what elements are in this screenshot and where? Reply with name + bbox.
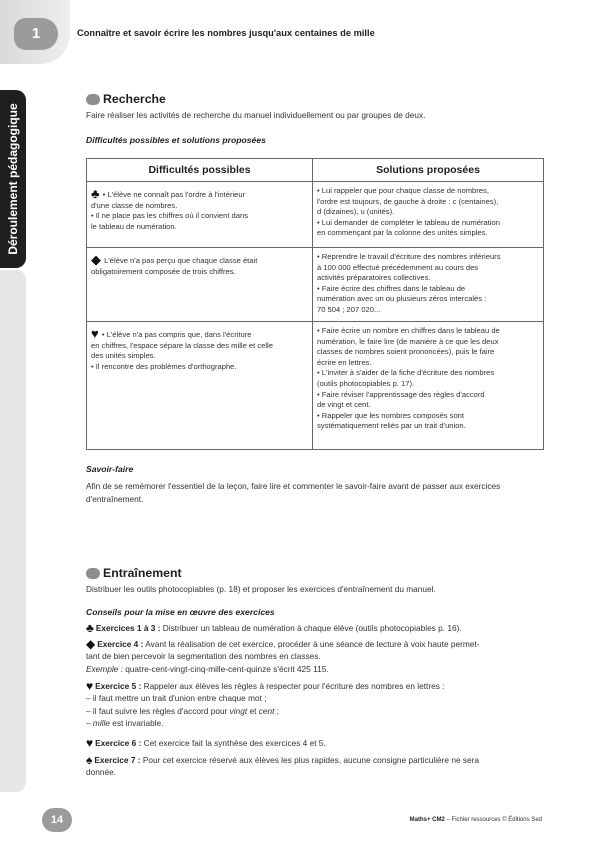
club-icon: ♣	[86, 621, 94, 635]
exercise-6	[86, 737, 546, 749]
solution-cell	[313, 182, 544, 248]
difficulty-line: d'une classe de nombres.	[91, 200, 178, 210]
exercise-text: donnée.	[86, 767, 116, 778]
solution-line: • Faire écrire des chiffres dans le tableau de	[317, 283, 466, 293]
section-recherche	[86, 92, 166, 106]
solution-line: • Lui rappeler que pour chaque classe de nombres,	[317, 186, 489, 195]
difficulty-line: obligatoirement composée de trois chiffres.	[91, 266, 236, 276]
conseils-subhead: Conseils pour la mise en œuvre des exercices	[86, 607, 275, 617]
solution-line: • L'inviter à s'aider de la fiche d'écriture des nombres	[317, 368, 495, 378]
solution-line: activités préparatoires collectives.	[317, 273, 431, 283]
exercise-5	[86, 680, 546, 730]
table-row	[87, 322, 544, 450]
rule-line: et	[247, 705, 259, 716]
table-row	[87, 248, 544, 322]
rule-line: – il faut suivre les règles d'accord pour	[86, 705, 230, 716]
solution-line: classes de nombres soient prononcées), puis le faire	[317, 347, 495, 357]
solution-line: 70 504 ; 207 020...	[317, 304, 381, 314]
difficultes-subhead: Difficultés possibles et solutions proposées	[86, 135, 266, 145]
exercise-4	[86, 638, 546, 675]
solution-line: à 100 000 effectué précédemment au cours des	[317, 262, 479, 272]
solution-line: • Lui demander de compléter le tableau de numération	[317, 217, 500, 227]
page-number: 14	[42, 808, 72, 832]
page-title: Connaître et savoir écrire les nombres jusqu'aux centaines de mille	[77, 28, 375, 38]
entrainement-intro: Distribuer les outils photocopiables (p. 18) et proposer les exercices d'entraînement du manuel.	[86, 584, 436, 594]
difficulty-line: • L'élève ne connaît pas l'ordre à l'intérieur	[100, 190, 246, 199]
rule-line: – il faut mettre un trait d'union entre chaque mot ;	[86, 693, 267, 704]
exercise-text: Cet exercice fait la synthèse des exercices 4 et 5.	[141, 738, 326, 748]
section-entrainement	[86, 566, 182, 580]
exercise-1-3	[86, 622, 546, 634]
sidebar-strip	[0, 270, 26, 792]
difficulty-line: en chiffres, l'espace sépare la classe des mille et celle	[91, 340, 273, 350]
difficulty-line: L'élève n'a pas perçu que chaque classe était	[102, 256, 258, 265]
difficulty-line: • Il rencontre des problèmes d'orthographe.	[91, 361, 237, 371]
rule-line: ;	[274, 705, 279, 716]
exercise-text: Distribuer un tableau de numération à chaque élève (outils photocopiables p. 16).	[160, 623, 462, 633]
spade-icon: ♠	[86, 753, 93, 767]
exercise-text: Avant la réalisation de cet exercice, procéder à une séance de lecture à voix haute permet-	[143, 639, 480, 649]
heart-icon: ♥	[91, 326, 99, 341]
solution-line: • Reprendre le travail d'écriture des nombres inférieurs	[317, 252, 501, 261]
section-bullet-icon	[86, 568, 100, 579]
rule-word: mille	[92, 718, 110, 729]
exercise-label: Exercice 6 :	[95, 738, 142, 748]
difficulty-cell	[87, 248, 313, 322]
club-icon: ♣	[91, 186, 100, 201]
difficulty-line: des unités simples.	[91, 351, 156, 361]
exercise-label: Exercice 4 :	[97, 639, 144, 649]
exercise-text: Pour cet exercice réservé aux élèves les plus rapides, aucune consigne particulière ne sera	[140, 755, 480, 765]
section-entrainement-title: Entraînement	[103, 566, 182, 580]
exercise-7	[86, 754, 546, 779]
solution-line: écrire en lettres.	[317, 357, 372, 367]
recherche-intro: Faire réaliser les activités de recherche du manuel individuellement ou par groupes de deux.	[86, 110, 426, 120]
exercise-label: Exercices 1 à 3 :	[95, 623, 161, 633]
solution-line: systématiquement reliés par un trait d'union.	[317, 421, 466, 431]
solution-line: d (dizaines), u (unités).	[317, 207, 395, 217]
footer-brand: Maths+ CM2	[409, 817, 445, 823]
solution-line: numération, le faire lire (de manière à ce que les deux	[317, 336, 499, 346]
savoir-faire-title: Savoir-faire	[86, 464, 134, 474]
table-header-solutions: Solutions proposées	[313, 159, 544, 182]
example-text: quatre-cent-vingt-cinq-mille-cent-quinze s'écrit 425 115.	[122, 663, 329, 674]
exercise-label: Exercice 7 :	[94, 755, 141, 765]
difficulty-line: • Il ne place pas les chiffres où il convient dans	[91, 211, 249, 221]
rule-line: –	[86, 718, 93, 729]
section-bullet-icon	[86, 94, 100, 105]
diamond-icon: ◆	[91, 252, 101, 267]
solution-line: • Faire écrire un nombre en chiffres dans le tableau de	[317, 326, 500, 335]
rule-line: est invariable.	[109, 718, 164, 729]
example-label: Exemple :	[86, 663, 123, 674]
chapter-badge: 1	[14, 18, 58, 50]
solution-line: de vingt et cent.	[317, 400, 371, 410]
exercise-label: Exercice 5 :	[95, 681, 142, 691]
rule-word: vingt	[229, 705, 248, 716]
solution-line: • Faire réviser l'apprentissage des règles d'accord	[317, 389, 485, 399]
savoir-faire-text: Afin de se remémorer l'essentiel de la leçon, faire lire et commenter le savoir-faire avant de passer aux exercices d'entraînement.	[86, 481, 501, 504]
difficulty-line: • L'élève n'a pas compris que, dans l'écriture	[99, 330, 252, 339]
heart-icon: ♥	[86, 736, 94, 750]
solution-line: (outils photocopiables p. 17).	[317, 378, 415, 388]
diamond-icon: ◆	[86, 637, 96, 651]
solution-line: numération avec un ou plusieurs zéros intercalés :	[317, 294, 487, 304]
exercise-text: Rappeler aux élèves les règles à respecter pour l'écriture des nombres en lettres :	[141, 681, 445, 691]
difficulty-cell	[87, 182, 313, 248]
solution-cell	[313, 248, 544, 322]
exercise-text: tant de bien percevoir la segmentation des nombres en classes.	[86, 651, 321, 662]
solution-line: • Rappeler que les nombres composés sont	[317, 410, 465, 420]
difficulty-line: le tableau de numération.	[91, 221, 177, 231]
solution-line: l'ordre est toujours, de gauche à droite : c (centaines),	[317, 196, 499, 206]
difficulties-table	[86, 158, 544, 450]
section-recherche-title: Recherche	[103, 92, 166, 106]
solution-cell	[313, 322, 544, 450]
table-header-difficulties: Difficultés possibles	[87, 159, 313, 182]
footer-credit	[410, 817, 542, 823]
table-row	[87, 182, 544, 248]
footer-rest: – Fichier ressources © Éditions Sed	[444, 817, 542, 823]
heart-icon: ♥	[86, 679, 94, 693]
rule-word: cent	[258, 705, 275, 716]
difficulty-cell	[87, 322, 313, 450]
sidebar-label: Déroulement pédagogique	[6, 103, 20, 255]
solution-line: en commençant par la colonne des unités simples.	[317, 228, 488, 238]
